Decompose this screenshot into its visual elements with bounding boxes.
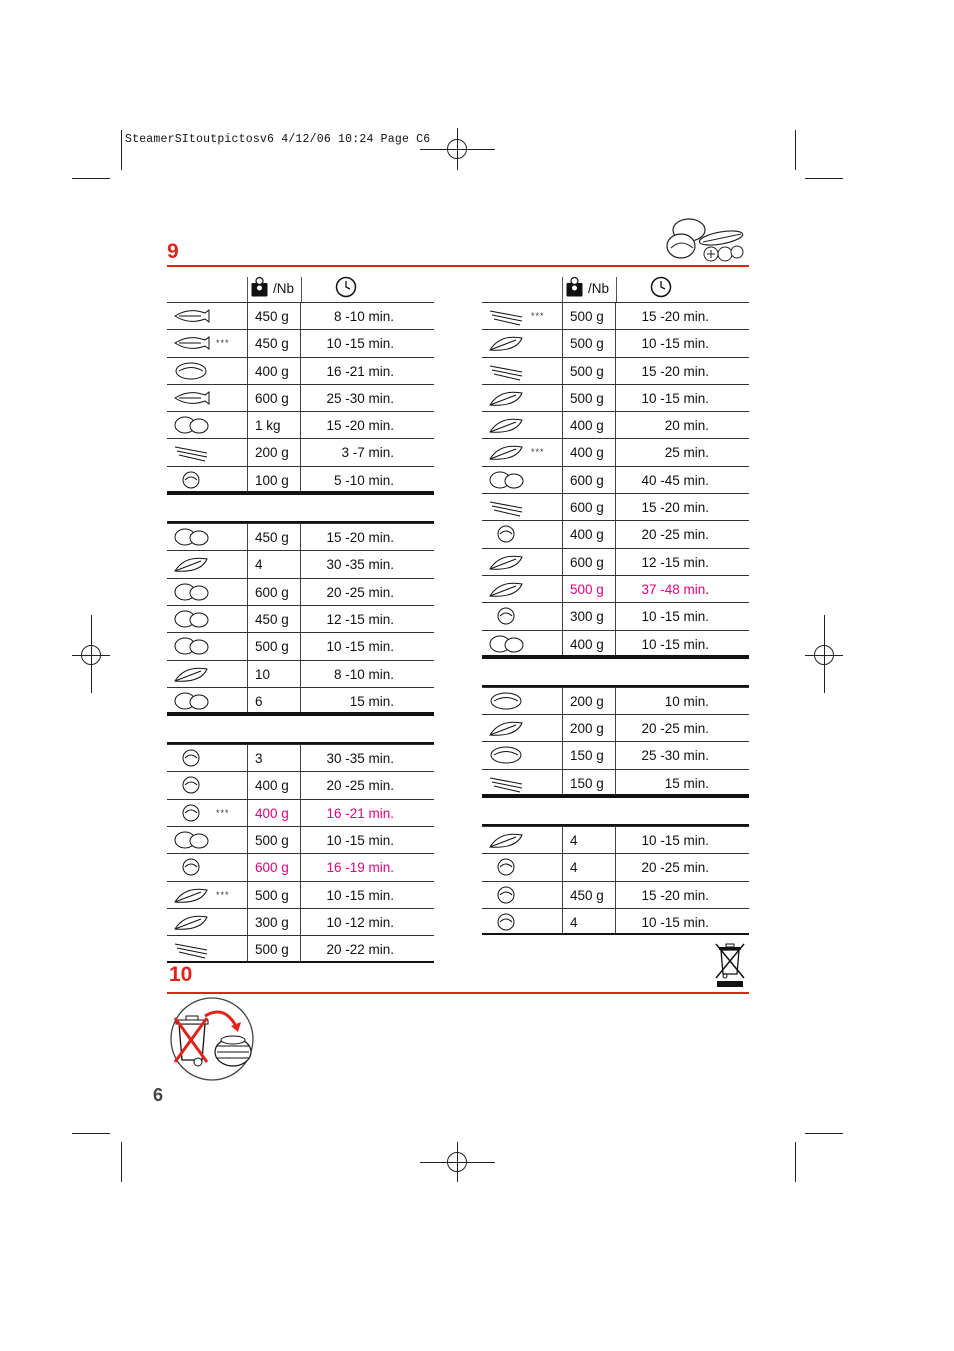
section-gap xyxy=(167,714,434,742)
time-cell: 10 -15 min. xyxy=(326,639,394,655)
quantity-cell: 4 xyxy=(562,854,616,880)
time-cell: 30 -35 min. xyxy=(326,557,394,573)
broccoli-icon xyxy=(171,774,211,796)
registration-mark-icon xyxy=(814,645,834,665)
turnip-icon xyxy=(486,633,526,655)
quantity-cell: 600 g xyxy=(247,854,301,880)
fish-fillet-icon xyxy=(171,332,211,354)
rice-bowl-icon xyxy=(486,717,526,739)
artichoke-icon xyxy=(171,747,211,769)
quantity-cell: 400 g xyxy=(247,800,301,826)
leek-icon xyxy=(486,360,526,382)
quantity-header: /Nb xyxy=(588,281,610,296)
frozen-marker: *** xyxy=(216,338,230,349)
time-cell: 25 -30 min. xyxy=(641,748,709,764)
registration-mark-icon xyxy=(447,1152,467,1172)
green-beans-icon xyxy=(486,305,526,327)
quantity-cell: 150 g xyxy=(562,770,616,794)
table-row xyxy=(167,908,434,935)
table-row xyxy=(167,881,434,908)
semolina-icon xyxy=(486,744,526,766)
vegetable-rows xyxy=(167,742,434,962)
apple-icon xyxy=(486,884,526,906)
table-row xyxy=(167,687,434,714)
print-slug: SteamerSItoutpictosv6 4/12/06 10:24 Page C6 xyxy=(125,133,431,146)
quantity-cell: 600 g xyxy=(562,467,616,493)
fish-steak-icon xyxy=(171,360,211,382)
fish-fillet-icon xyxy=(171,305,211,327)
quantity-cell: 400 g xyxy=(247,772,301,798)
cabbage-icon xyxy=(171,856,211,878)
time-cell: 8 -10 min. xyxy=(333,666,394,682)
table-row xyxy=(167,771,434,798)
table-row xyxy=(167,466,434,493)
table-row xyxy=(482,548,749,575)
quantity-cell: 400 g xyxy=(247,358,301,384)
weight-icon xyxy=(251,277,268,297)
registration-mark-icon xyxy=(447,139,467,159)
page-number: 6 xyxy=(153,1085,164,1105)
crop-mark xyxy=(121,130,122,170)
pepper-icon xyxy=(486,605,526,627)
quantity-cell: 100 g xyxy=(247,467,301,491)
time-cell: 10 -15 min. xyxy=(641,336,709,352)
time-cell: 10 -15 min. xyxy=(326,887,394,903)
time-cell: 15 -20 min. xyxy=(641,887,709,903)
spinach-icon xyxy=(171,911,211,933)
table-row xyxy=(482,826,749,853)
time-cell: 37 -48 min. xyxy=(641,581,709,597)
cooking-table-right xyxy=(482,275,749,935)
quantity-cell: 450 g xyxy=(247,524,301,550)
quantity-cell: 150 g xyxy=(562,742,616,768)
cooking-table-left xyxy=(167,275,434,963)
quantity-cell: 500 g xyxy=(562,385,616,411)
quantity-cell: 400 g xyxy=(562,521,616,547)
courgette-icon xyxy=(486,551,526,573)
sausage-icon xyxy=(171,663,211,685)
quantity-cell: 10 xyxy=(247,661,301,687)
crop-mark xyxy=(805,1133,843,1134)
table-row xyxy=(167,384,434,411)
time-cell: 12 -15 min. xyxy=(641,554,709,570)
quantity-cell: 500 g xyxy=(247,633,301,659)
quantity-cell: 500 g xyxy=(247,882,301,908)
food-illustration-icon xyxy=(663,214,749,266)
table-row xyxy=(167,660,434,687)
quantity-cell: 3 xyxy=(247,745,301,771)
green-beans-icon xyxy=(171,938,211,960)
table-row xyxy=(167,605,434,632)
table-row xyxy=(167,357,434,384)
table-row xyxy=(167,853,434,880)
mussels-icon xyxy=(171,414,211,436)
corn-icon xyxy=(486,578,526,600)
section-gap xyxy=(482,657,749,685)
quantity-cell: 1 kg xyxy=(247,412,301,438)
table-row xyxy=(482,881,749,908)
weee-bin-icon xyxy=(714,942,746,988)
peas-icon xyxy=(486,441,526,463)
eggs-icon xyxy=(171,690,211,712)
table-row xyxy=(482,602,749,629)
quantity-cell: 600 g xyxy=(247,579,301,605)
clock-icon xyxy=(650,276,672,298)
section-gap xyxy=(482,796,749,824)
time-cell: 25 min. xyxy=(664,445,709,461)
table-row xyxy=(482,466,749,493)
time-cell: 16 -19 min. xyxy=(326,860,394,876)
time-cell: 10 min. xyxy=(664,693,709,709)
quantity-cell: 500 g xyxy=(247,936,301,960)
quantity-cell: 450 g xyxy=(247,303,301,329)
recycling-illustration-icon xyxy=(167,996,257,1082)
asparagus-icon xyxy=(486,496,526,518)
vegetable-rows xyxy=(482,302,749,657)
quantity-cell: 200 g xyxy=(562,715,616,741)
time-cell: 10 -15 min. xyxy=(326,336,394,352)
section-number: 10 xyxy=(169,963,193,986)
time-cell: 30 -35 min. xyxy=(326,751,394,767)
time-cell: 5 -10 min. xyxy=(333,472,394,488)
table-row xyxy=(482,908,749,935)
quantity-cell: 200 g xyxy=(247,439,301,465)
time-cell: 15 -20 min. xyxy=(326,530,394,546)
peas-carrots-icon xyxy=(486,387,526,409)
chicken-breast-icon xyxy=(171,526,211,548)
table-row xyxy=(482,687,749,714)
table-row xyxy=(167,550,434,577)
quantity-header: /Nb xyxy=(273,281,295,296)
time-cell: 10 -15 min. xyxy=(641,914,709,930)
time-cell: 20 -25 min. xyxy=(641,721,709,737)
quantity-cell: 500 g xyxy=(562,330,616,356)
frozen-marker: *** xyxy=(216,889,230,900)
meat-rows xyxy=(167,521,434,714)
table-row xyxy=(482,714,749,741)
whole-fish-icon xyxy=(171,387,211,409)
quantity-cell: 500 g xyxy=(562,358,616,384)
carrot-icon xyxy=(486,332,526,354)
crop-mark xyxy=(72,178,110,179)
frozen-marker: *** xyxy=(216,807,230,818)
wheat-icon xyxy=(486,772,526,794)
table-row xyxy=(167,632,434,659)
table-row xyxy=(482,493,749,520)
fish-rows xyxy=(167,302,434,493)
crop-mark xyxy=(121,1142,122,1182)
prawn-icon xyxy=(171,441,211,463)
quantity-cell: 600 g xyxy=(247,385,301,411)
section-rule xyxy=(167,992,749,994)
table-row xyxy=(482,438,749,465)
time-cell: 40 -45 min. xyxy=(641,472,709,488)
peas-icon xyxy=(486,414,526,436)
pork-icon xyxy=(171,581,211,603)
peach-icon xyxy=(486,911,526,933)
table-row xyxy=(167,578,434,605)
potatoes-icon xyxy=(486,469,526,491)
quantity-cell: 600 g xyxy=(562,549,616,575)
quantity-cell: 4 xyxy=(562,827,616,853)
quantity-cell: 450 g xyxy=(562,882,616,908)
quantity-cell: 500 g xyxy=(562,303,616,329)
crop-mark xyxy=(795,1142,796,1182)
quantity-cell: 300 g xyxy=(562,603,616,629)
quantity-cell: 500 g xyxy=(562,576,616,602)
table-row xyxy=(482,384,749,411)
quantity-cell: 600 g xyxy=(562,494,616,520)
time-cell: 10 -15 min. xyxy=(326,833,394,849)
quantity-cell: 400 g xyxy=(562,412,616,438)
time-cell: 10 -15 min. xyxy=(641,609,709,625)
table-row xyxy=(167,744,434,771)
table-row xyxy=(167,411,434,438)
chicken-leg-icon xyxy=(171,553,211,575)
table-row xyxy=(167,935,434,962)
time-cell: 15 -20 min. xyxy=(641,500,709,516)
table-row xyxy=(482,575,749,602)
quantity-cell: 400 g xyxy=(562,439,616,465)
crop-mark xyxy=(795,130,796,170)
turkey-icon xyxy=(171,635,211,657)
quantity-cell: 300 g xyxy=(247,909,301,935)
time-cell: 15 -20 min. xyxy=(326,418,394,434)
quantity-cell: 4 xyxy=(562,909,616,933)
time-cell: 10 -12 min. xyxy=(326,914,394,930)
time-cell: 20 -25 min. xyxy=(326,778,394,794)
banana-icon xyxy=(486,829,526,851)
table-row xyxy=(482,741,749,768)
time-cell: 12 -15 min. xyxy=(326,611,394,627)
quantity-cell: 200 g xyxy=(562,688,616,714)
table-header xyxy=(167,275,434,302)
time-cell: 15 min. xyxy=(664,775,709,791)
cauliflower-icon xyxy=(486,523,526,545)
fruit-rows xyxy=(482,824,749,935)
frozen-marker: *** xyxy=(531,311,545,321)
table-row xyxy=(482,520,749,547)
section-rule xyxy=(167,265,749,267)
table-row xyxy=(167,799,434,826)
quantity-cell: 6 xyxy=(247,688,301,712)
quantity-cell: 500 g xyxy=(247,827,301,853)
time-cell: 10 -15 min. xyxy=(641,636,709,652)
section-gap xyxy=(167,493,434,521)
time-cell: 8 -10 min. xyxy=(333,309,394,324)
time-cell: 16 -21 min. xyxy=(326,363,394,379)
table-row xyxy=(167,438,434,465)
time-cell: 20 -25 min. xyxy=(326,584,394,600)
table-row xyxy=(482,411,749,438)
grain-rows xyxy=(482,685,749,796)
table-row xyxy=(482,302,749,329)
quantity-cell: 400 g xyxy=(562,631,616,655)
quantity-cell: 450 g xyxy=(247,330,301,356)
broccoli-icon xyxy=(171,802,211,824)
quantity-cell: 450 g xyxy=(247,606,301,632)
table-row xyxy=(482,630,749,657)
table-row xyxy=(167,329,434,356)
clock-icon xyxy=(335,276,357,298)
time-cell: 16 -21 min. xyxy=(326,805,394,821)
section-number: 9 xyxy=(167,240,179,263)
mushroom-icon xyxy=(171,829,211,851)
time-cell: 15 -20 min. xyxy=(641,363,709,379)
table-row xyxy=(482,357,749,384)
pear-icon xyxy=(486,856,526,878)
time-cell: 20 -22 min. xyxy=(326,942,394,958)
quantity-cell: 4 xyxy=(247,551,301,577)
time-cell: 10 -15 min. xyxy=(641,833,709,849)
time-cell: 20 -25 min. xyxy=(641,860,709,876)
scallop-icon xyxy=(171,469,211,491)
time-cell: 20 min. xyxy=(664,418,709,434)
time-cell: 3 -7 min. xyxy=(341,445,394,461)
table-row xyxy=(167,523,434,550)
weight-icon xyxy=(566,277,583,297)
frozen-marker: *** xyxy=(531,447,545,458)
rice-icon xyxy=(486,690,526,712)
time-cell: 15 min. xyxy=(349,693,394,709)
time-cell: 25 -30 min. xyxy=(326,390,394,406)
table-row xyxy=(482,329,749,356)
table-row xyxy=(167,302,434,329)
table-row xyxy=(167,826,434,853)
time-cell: 20 -25 min. xyxy=(641,527,709,543)
registration-mark-icon xyxy=(81,645,101,665)
table-header xyxy=(482,275,749,302)
table-row xyxy=(482,769,749,796)
crop-mark xyxy=(72,1133,110,1134)
time-cell: 15 -20 min. xyxy=(641,309,709,324)
table-row xyxy=(482,853,749,880)
time-suffix: . xyxy=(705,581,709,597)
crop-mark xyxy=(805,178,843,179)
veal-icon xyxy=(171,608,211,630)
time-cell: 10 -15 min. xyxy=(641,390,709,406)
spinach-icon xyxy=(171,884,211,906)
